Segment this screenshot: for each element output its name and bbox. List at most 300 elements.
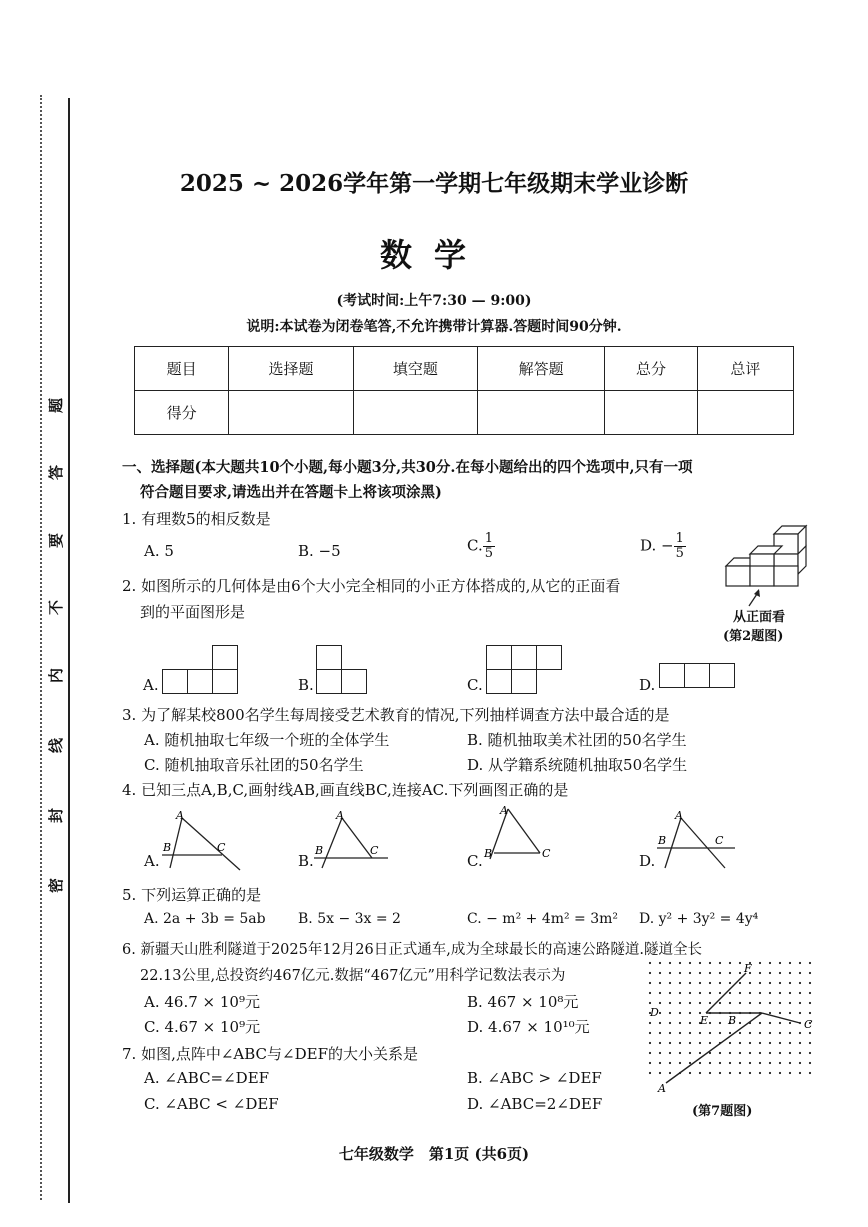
q1-option-a: A. 5	[144, 542, 174, 560]
q6-option-a: A. 46.7 × 10⁹元	[144, 993, 260, 1011]
q2-option-b: B.	[298, 676, 314, 694]
lattice-dot	[809, 992, 811, 994]
lattice-dot	[769, 1022, 771, 1024]
lattice-dot	[699, 1052, 701, 1054]
lattice-dot	[729, 1072, 731, 1074]
q1-option-d-label: D. −	[640, 536, 674, 555]
lattice-dot	[749, 1062, 751, 1064]
lattice-dot	[719, 1062, 721, 1064]
lattice-dot	[789, 1072, 791, 1074]
q7-dot-lattice-figure	[640, 958, 820, 1098]
lattice-dot	[689, 1002, 691, 1004]
lattice-dot	[749, 1042, 751, 1044]
margin-char: 答	[47, 464, 66, 481]
q4-figure-d	[655, 810, 745, 872]
q4-option-a: A.	[144, 852, 160, 870]
lattice-dot	[709, 962, 711, 964]
score-table-score-row	[135, 391, 794, 435]
lattice-dot	[749, 1052, 751, 1054]
section-heading-cont: 符合题目要求,请选出并在答题卡上将该项涂黑)	[140, 484, 442, 501]
lattice-dot	[719, 1002, 721, 1004]
q5-option-c: C. − m² + 4m² = 3m²	[467, 911, 619, 927]
lattice-dot	[689, 1062, 691, 1064]
q2-b-square	[316, 669, 342, 694]
lattice-dot	[679, 1032, 681, 1034]
q2-c-square	[536, 645, 562, 670]
lattice-dot	[649, 1032, 651, 1034]
lattice-dot	[799, 1012, 801, 1014]
lattice-dot	[789, 1052, 791, 1054]
lattice-dot	[659, 1052, 661, 1054]
score-cell[interactable]	[478, 391, 605, 435]
lattice-dot	[799, 972, 801, 974]
lattice-dot	[689, 1052, 691, 1054]
point-label-c: C	[370, 844, 379, 857]
lattice-dot	[649, 1042, 651, 1044]
lattice-dot	[669, 962, 671, 964]
lattice-dot	[729, 1002, 731, 1004]
point-label-a: A	[675, 810, 683, 822]
lattice-dot	[659, 1022, 661, 1024]
q2-c-square	[486, 669, 512, 694]
lattice-dot	[799, 1062, 801, 1064]
lattice-dot	[769, 1042, 771, 1044]
lattice-dot	[699, 1042, 701, 1044]
lattice-dot	[779, 1022, 781, 1024]
lattice-dot	[689, 992, 691, 994]
lattice-dot	[689, 1032, 691, 1034]
q2-arrow	[745, 588, 765, 608]
q1-option-d	[640, 532, 686, 561]
lattice-dot	[799, 1002, 801, 1004]
lattice-dot	[709, 1022, 711, 1024]
lattice-dot	[809, 1062, 811, 1064]
lattice-dot	[659, 1032, 661, 1034]
lattice-dot	[689, 962, 691, 964]
lattice-dot	[689, 1072, 691, 1074]
fraction-numerator: 1	[675, 531, 684, 546]
lattice-dot	[659, 1062, 661, 1064]
q7-option-d: D. ∠ABC=2∠DEF	[467, 1095, 603, 1113]
point-label-f: F	[744, 962, 752, 975]
point-label-d: D	[650, 1006, 659, 1019]
lattice-dot	[799, 1072, 801, 1074]
q4-option-c: C.	[467, 852, 483, 870]
lattice-dot	[769, 1012, 771, 1014]
lattice-dot	[719, 1072, 721, 1074]
lattice-dot	[799, 992, 801, 994]
lattice-dot	[729, 1052, 731, 1054]
lattice-dot	[769, 992, 771, 994]
lattice-dot	[659, 1012, 661, 1014]
lattice-dot	[649, 1062, 651, 1064]
lattice-dot	[769, 972, 771, 974]
lattice-dot	[799, 962, 801, 964]
lattice-dot	[769, 1002, 771, 1004]
fraction-numerator: 1	[484, 531, 493, 546]
lattice-dot	[739, 1042, 741, 1044]
exam-title: 2025 ~ 2026学年第一学期七年级期末学业诊断	[179, 170, 689, 197]
fraction-denominator: 5	[484, 546, 493, 561]
q2-d-square	[684, 663, 710, 688]
lattice-dot	[669, 992, 671, 994]
q2-figure-caption: (第2题图)	[723, 629, 784, 644]
lattice-dot	[669, 1032, 671, 1034]
lattice-dot	[689, 972, 691, 974]
q2-figure-label: 从正面看	[733, 610, 786, 625]
lattice-dot	[699, 1072, 701, 1074]
score-table	[134, 346, 794, 435]
point-label-a: A	[658, 1082, 666, 1095]
lattice-dot	[809, 1002, 811, 1004]
exam-note: 说明:本试卷为闭卷笔答,不允许携带计算器.答题时间90分钟.	[246, 319, 622, 335]
lattice-dot	[739, 1022, 741, 1024]
lattice-dot	[659, 1042, 661, 1044]
lattice-dot	[759, 1022, 761, 1024]
lattice-dot	[699, 982, 701, 984]
score-table-header-row	[135, 347, 794, 391]
lattice-dot	[709, 1062, 711, 1064]
q2-b-square	[316, 645, 342, 670]
lattice-dot	[759, 1042, 761, 1044]
lattice-dot	[789, 1002, 791, 1004]
lattice-dot	[679, 1062, 681, 1064]
margin-char: 密	[47, 877, 66, 894]
lattice-dot	[749, 1072, 751, 1074]
q7-option-a: A. ∠ABC=∠DEF	[144, 1069, 270, 1087]
lattice-dot	[739, 1052, 741, 1054]
lattice-dot	[699, 962, 701, 964]
lattice-dot	[679, 1012, 681, 1014]
lattice-dot	[679, 972, 681, 974]
lattice-dot	[769, 982, 771, 984]
lattice-dot	[689, 982, 691, 984]
q4-figure-b	[312, 810, 392, 872]
lattice-dot	[789, 1022, 791, 1024]
lattice-dot	[739, 1032, 741, 1034]
lattice-dot	[779, 1062, 781, 1064]
lattice-dot	[809, 972, 811, 974]
lattice-dot	[779, 972, 781, 974]
lattice-dot	[649, 982, 651, 984]
score-cell[interactable]	[229, 391, 353, 435]
q3-option-d: D. 从学籍系统随机抽取50名学生	[467, 756, 688, 774]
q2-stem-cont: 到的平面图形是	[140, 603, 246, 621]
lattice-dot	[789, 1042, 791, 1044]
lattice-dot	[669, 1072, 671, 1074]
lattice-dot	[769, 1062, 771, 1064]
lattice-dot	[749, 1032, 751, 1034]
q6-option-b: B. 467 × 10⁸元	[467, 993, 579, 1011]
q6-stem: 6. 新疆天山胜利隧道于2025年12月26日正式通车,成为全球最长的高速公路隧道.隧道全长	[122, 942, 702, 958]
lattice-dot	[809, 1052, 811, 1054]
lattice-dot	[789, 1032, 791, 1034]
lattice-dot	[759, 982, 761, 984]
point-label-c: C	[542, 847, 551, 860]
lattice-dot	[759, 1062, 761, 1064]
lattice-dot	[789, 982, 791, 984]
q1-option-c-label: C.	[467, 536, 483, 555]
q2-option-c: C.	[467, 676, 483, 694]
page-footer: 七年级数学 第1页 (共6页)	[338, 1145, 530, 1163]
lattice-dot	[719, 1032, 721, 1034]
subject-title: 数学	[379, 236, 488, 274]
margin-char: 要	[47, 532, 66, 549]
q1-option-c-fraction	[483, 532, 495, 561]
lattice-dot	[809, 1072, 811, 1074]
lattice-dot	[699, 992, 701, 994]
margin-char: 内	[47, 667, 66, 684]
lattice-dot	[659, 982, 661, 984]
lattice-dot	[669, 1062, 671, 1064]
q4-option-d: D.	[639, 852, 656, 870]
lattice-dot	[759, 992, 761, 994]
q1-stem: 1. 有理数5的相反数是	[122, 510, 271, 528]
lattice-dot	[659, 972, 661, 974]
lattice-dot	[679, 1022, 681, 1024]
lattice-dot	[669, 1022, 671, 1024]
margin-char: 封	[47, 807, 66, 824]
lattice-dot	[739, 982, 741, 984]
lattice-dot	[709, 992, 711, 994]
lattice-dot	[739, 1072, 741, 1074]
q7-stem: 7. 如图,点阵中∠ABC与∠DEF的大小关系是	[122, 1045, 418, 1063]
lattice-dot	[779, 1072, 781, 1074]
lattice-dot	[729, 982, 731, 984]
q4-stem: 4. 已知三点A,B,C,画射线AB,画直线BC,连接AC.下列画图正确的是	[122, 781, 569, 799]
lattice-dot	[779, 1032, 781, 1034]
lattice-dot	[739, 992, 741, 994]
q2-stem: 2. 如图所示的几何体是由6个大小完全相同的小正方体搭成的,从它的正面看	[122, 577, 621, 595]
lattice-dot	[709, 982, 711, 984]
lattice-dot	[729, 972, 731, 974]
lattice-dot	[669, 1002, 671, 1004]
lattice-dot	[749, 1002, 751, 1004]
q5-option-d: D. y² + 3y² = 4y⁴	[639, 911, 759, 927]
lattice-dot	[779, 982, 781, 984]
lattice-dot	[679, 1052, 681, 1054]
lattice-dot	[759, 1052, 761, 1054]
lattice-dot	[709, 972, 711, 974]
lattice-dot	[679, 962, 681, 964]
lattice-dot	[669, 1052, 671, 1054]
exam-time: (考试时间:上午7:30 — 9:00)	[336, 293, 532, 309]
q2-b-square	[341, 669, 367, 694]
lattice-dot	[679, 1002, 681, 1004]
point-label-b: B	[728, 1014, 737, 1027]
q3-option-b: B. 随机抽取美术社团的50名学生	[467, 731, 687, 749]
q1-option-c	[467, 532, 495, 561]
score-cell[interactable]	[605, 391, 697, 435]
lattice-dot	[779, 1012, 781, 1014]
lattice-dot	[769, 1032, 771, 1034]
q2-a-square	[212, 669, 238, 694]
lattice-dot	[699, 1062, 701, 1064]
lattice-dot	[739, 962, 741, 964]
q7-option-b: B. ∠ABC > ∠DEF	[467, 1069, 602, 1087]
lattice-dot	[709, 1032, 711, 1034]
q3-option-c: C. 随机抽取音乐社团的50名学生	[144, 756, 364, 774]
score-header-cell: 题目	[135, 347, 229, 391]
lattice-dot	[809, 1042, 811, 1044]
lattice-dot	[789, 1062, 791, 1064]
lattice-dot	[729, 1032, 731, 1034]
lattice-dot	[649, 1052, 651, 1054]
lattice-dot	[649, 972, 651, 974]
lattice-dot	[779, 1042, 781, 1044]
lattice-dot	[759, 972, 761, 974]
q2-c-square	[511, 669, 537, 694]
lattice-dot	[719, 962, 721, 964]
q5-stem: 5. 下列运算正确的是	[122, 886, 262, 904]
q2-a-square	[212, 645, 238, 670]
point-label-a: A	[176, 810, 184, 822]
lattice-dot	[759, 1032, 761, 1034]
lattice-dot	[709, 1072, 711, 1074]
lattice-dot	[719, 1052, 721, 1054]
lattice-dot	[679, 992, 681, 994]
lattice-dot	[689, 1042, 691, 1044]
margin-char: 题	[47, 397, 66, 414]
score-header-cell: 总分	[605, 347, 697, 391]
q5-option-a: A. 2a + 3b = 5ab	[144, 911, 266, 927]
score-header-cell: 填空题	[353, 347, 477, 391]
lattice-dot	[669, 1042, 671, 1044]
lattice-dot	[679, 1042, 681, 1044]
lattice-dot	[689, 1012, 691, 1014]
lattice-dot	[799, 1042, 801, 1044]
q3-stem: 3. 为了解某校800名学生每周接受艺术教育的情况,下列抽样调查方法中最合适的是	[122, 706, 670, 724]
q2-c-square	[511, 645, 537, 670]
lattice-dot	[769, 1072, 771, 1074]
lattice-dot	[739, 972, 741, 974]
lattice-dot	[729, 962, 731, 964]
point-label-b: B	[163, 841, 172, 854]
lattice-dot	[649, 992, 651, 994]
q2-d-square	[659, 663, 685, 688]
lattice-dot	[779, 1002, 781, 1004]
lattice-dot	[739, 1002, 741, 1004]
lattice-dot	[779, 1052, 781, 1054]
lattice-dot	[759, 1002, 761, 1004]
lattice-dot	[799, 1052, 801, 1054]
section-heading: 一、选择题(本大题共10个小题,每小题3分,共30分.在每小题给出的四个选项中,只有一项	[122, 459, 693, 476]
lattice-dot	[669, 982, 671, 984]
lattice-dot	[799, 982, 801, 984]
lattice-dot	[659, 992, 661, 994]
lattice-dot	[719, 1022, 721, 1024]
lattice-dot	[699, 1032, 701, 1034]
q2-option-d: D.	[639, 676, 656, 694]
q4-figure-a	[160, 810, 250, 872]
point-label-b: B	[658, 834, 667, 847]
lattice-dot	[729, 1062, 731, 1064]
lattice-dot	[769, 962, 771, 964]
lattice-dot	[789, 992, 791, 994]
score-header-cell: 选择题	[229, 347, 353, 391]
lattice-dot	[719, 972, 721, 974]
lattice-dot	[769, 1052, 771, 1054]
lattice-dot	[709, 1042, 711, 1044]
point-label-b: B	[484, 847, 493, 860]
margin-char: 线	[47, 737, 66, 754]
point-label-c: C	[217, 841, 226, 854]
lattice-dot	[779, 962, 781, 964]
q5-option-b: B. 5x − 3x = 2	[298, 911, 401, 927]
q1-option-d-fraction	[674, 532, 686, 561]
lattice-dot	[729, 992, 731, 994]
q7-option-c: C. ∠ABC < ∠DEF	[144, 1095, 279, 1113]
lattice-dot	[649, 1072, 651, 1074]
lattice-dot	[719, 992, 721, 994]
q2-cube-stack-figure	[722, 522, 814, 592]
lattice-dot	[649, 1022, 651, 1024]
lattice-dot	[739, 1062, 741, 1064]
lattice-dot	[699, 972, 701, 974]
score-cell[interactable]	[697, 391, 793, 435]
lattice-dot	[789, 1012, 791, 1014]
q3-option-a: A. 随机抽取七年级一个班的全体学生	[144, 731, 390, 749]
q2-d-square	[709, 663, 735, 688]
lattice-dot	[809, 1032, 811, 1034]
lattice-dot	[669, 972, 671, 974]
lattice-dot	[709, 1002, 711, 1004]
lattice-dot	[789, 962, 791, 964]
lattice-dot	[799, 1032, 801, 1034]
lattice-dot	[719, 982, 721, 984]
point-label-a: A	[336, 810, 344, 822]
score-header-cell: 总评	[697, 347, 793, 391]
q2-a-square	[187, 669, 213, 694]
point-label-b: B	[315, 844, 324, 857]
score-cell[interactable]	[353, 391, 477, 435]
lattice-dot	[659, 1072, 661, 1074]
lattice-dot	[679, 982, 681, 984]
q6-stem-cont: 22.13公里,总投资约467亿元.数据“467亿元”用科学记数法表示为	[140, 968, 566, 984]
q4-option-b: B.	[298, 852, 314, 870]
q4-figure-c	[482, 805, 562, 867]
point-label-e: E	[700, 1014, 709, 1027]
lattice-dot	[779, 992, 781, 994]
q2-a-square	[162, 669, 188, 694]
lattice-dot	[649, 1002, 651, 1004]
score-row-label: 得分	[135, 391, 229, 435]
fraction-denominator: 5	[675, 546, 684, 561]
lattice-dot	[729, 1042, 731, 1044]
lattice-dot	[699, 1002, 701, 1004]
lattice-dot	[749, 992, 751, 994]
q6-option-d: D. 4.67 × 10¹⁰元	[467, 1018, 590, 1036]
point-label-a: A	[500, 805, 508, 817]
q6-option-c: C. 4.67 × 10⁹元	[144, 1018, 261, 1036]
q1-option-b: B. −5	[298, 542, 341, 560]
lattice-dot	[749, 982, 751, 984]
lattice-dot	[669, 1012, 671, 1014]
q2-option-a: A.	[143, 676, 159, 694]
lattice-dot	[659, 1002, 661, 1004]
lattice-dot	[809, 962, 811, 964]
lattice-dot	[809, 1012, 811, 1014]
lattice-dot	[649, 962, 651, 964]
lattice-dot	[789, 972, 791, 974]
lattice-dot	[659, 962, 661, 964]
lattice-dot	[759, 962, 761, 964]
lattice-dot	[689, 1022, 691, 1024]
lattice-dot	[809, 982, 811, 984]
score-header-cell: 解答题	[478, 347, 605, 391]
lattice-dot	[759, 1072, 761, 1074]
point-label-c: C	[715, 834, 724, 847]
